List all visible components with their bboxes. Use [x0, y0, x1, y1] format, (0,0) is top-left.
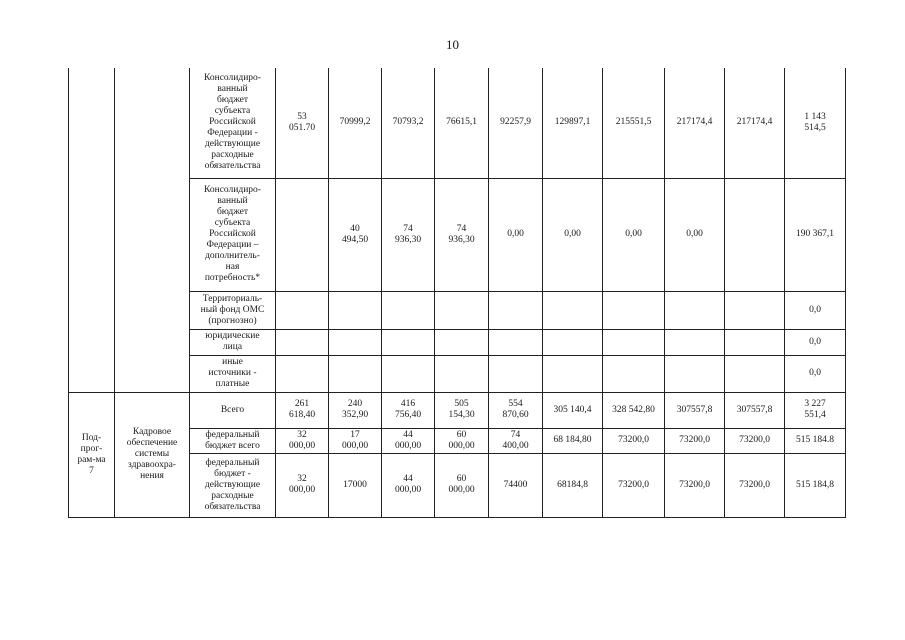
value-cell: 17000	[329, 453, 382, 517]
value-cell: 32 000,00	[276, 453, 329, 517]
value-cell	[603, 291, 665, 329]
value-cell	[329, 291, 382, 329]
value-cell: 0,0	[785, 291, 846, 329]
value-cell: 44 000,00	[382, 428, 435, 453]
code-cell-empty	[69, 68, 115, 392]
value-cell: 0,00	[603, 178, 665, 291]
value-cell: 73200,0	[603, 428, 665, 453]
value-cell	[435, 291, 489, 329]
value-cell	[382, 329, 435, 355]
table-body	[69, 68, 846, 517]
value-cell: 73200,0	[725, 428, 785, 453]
value-cell	[276, 329, 329, 355]
value-cell	[489, 291, 543, 329]
value-cell: 68 184,80	[543, 428, 603, 453]
value-cell	[382, 291, 435, 329]
page-number: 10	[446, 37, 459, 52]
value-cell	[543, 291, 603, 329]
value-cell: 554 870,60	[489, 392, 543, 428]
value-cell	[725, 178, 785, 291]
source-cell: иные источники - платные	[190, 355, 276, 392]
value-cell: 68184,8	[543, 453, 603, 517]
value-cell: 215551,5	[603, 68, 665, 178]
source-cell: федеральный бюджет - действующие расходные обязательства	[190, 453, 276, 517]
value-cell: 74 400,00	[489, 428, 543, 453]
value-cell: 307557,8	[725, 392, 785, 428]
subprogram-name: Кадровое обеспечение системы здравоохра- нения	[115, 392, 190, 517]
value-cell: 307557,8	[665, 392, 725, 428]
value-cell: 60 000,00	[435, 428, 489, 453]
value-cell: 305 140,4	[543, 392, 603, 428]
value-cell: 73200,0	[665, 453, 725, 517]
value-cell: 515 184.8	[785, 428, 846, 453]
value-cell: 76615,1	[435, 68, 489, 178]
value-cell: 70793,2	[382, 68, 435, 178]
subprogram-code: Под- прог- рам-ма 7	[69, 392, 115, 517]
value-cell: 0,00	[543, 178, 603, 291]
source-cell: юридические лица	[190, 329, 276, 355]
name-cell-empty	[115, 68, 190, 392]
value-cell	[276, 355, 329, 392]
value-cell	[329, 355, 382, 392]
value-cell: 60 000,00	[435, 453, 489, 517]
source-cell: Консолидиро- ванный бюджет субъекта Российской Федерации - действующие расходные обязательства	[190, 68, 276, 178]
value-cell	[603, 329, 665, 355]
value-cell: 416 756,40	[382, 392, 435, 428]
value-cell: 74 936,30	[435, 178, 489, 291]
value-cell	[382, 355, 435, 392]
value-cell: 0,0	[785, 329, 846, 355]
value-cell: 217174,4	[665, 68, 725, 178]
value-cell: 74 936,30	[382, 178, 435, 291]
value-cell: 73200,0	[603, 453, 665, 517]
value-cell	[489, 355, 543, 392]
value-cell: 1 143 514,5	[785, 68, 846, 178]
value-cell: 0,0	[785, 355, 846, 392]
value-cell	[665, 329, 725, 355]
source-cell: Территориаль- ный фонд ОМС (прогнозно)	[190, 291, 276, 329]
value-cell: 240 352,90	[329, 392, 382, 428]
value-cell: 0,00	[489, 178, 543, 291]
value-cell: 92257,9	[489, 68, 543, 178]
value-cell	[329, 329, 382, 355]
value-cell: 44 000,00	[382, 453, 435, 517]
value-cell	[725, 329, 785, 355]
value-cell	[435, 355, 489, 392]
table-row	[69, 68, 846, 178]
value-cell	[603, 355, 665, 392]
value-cell: 129897,1	[543, 68, 603, 178]
value-cell: 0,00	[665, 178, 725, 291]
value-cell	[665, 355, 725, 392]
value-cell: 74400	[489, 453, 543, 517]
value-cell	[725, 355, 785, 392]
table-row	[69, 392, 846, 428]
value-cell: 217174,4	[725, 68, 785, 178]
source-cell: Консолидиро- ванный бюджет субъекта Российской Федерации – дополнитель- ная потребность*	[190, 178, 276, 291]
value-cell	[725, 291, 785, 329]
value-cell	[543, 329, 603, 355]
source-cell: Всего	[190, 392, 276, 428]
value-cell: 505 154,30	[435, 392, 489, 428]
source-cell: федеральный бюджет всего	[190, 428, 276, 453]
value-cell: 73200,0	[665, 428, 725, 453]
value-cell: 70999,2	[329, 68, 382, 178]
value-cell	[489, 329, 543, 355]
budget-table	[68, 68, 846, 518]
value-cell: 32 000,00	[276, 428, 329, 453]
value-cell: 515 184,8	[785, 453, 846, 517]
value-cell: 53 051.70	[276, 68, 329, 178]
value-cell	[276, 291, 329, 329]
value-cell	[543, 355, 603, 392]
value-cell	[276, 178, 329, 291]
value-cell	[435, 329, 489, 355]
value-cell: 17 000,00	[329, 428, 382, 453]
value-cell: 328 542,80	[603, 392, 665, 428]
value-cell: 190 367,1	[785, 178, 846, 291]
value-cell: 40 494,50	[329, 178, 382, 291]
value-cell: 73200,0	[725, 453, 785, 517]
value-cell: 261 618,40	[276, 392, 329, 428]
value-cell	[665, 291, 725, 329]
value-cell: 3 227 551,4	[785, 392, 846, 428]
